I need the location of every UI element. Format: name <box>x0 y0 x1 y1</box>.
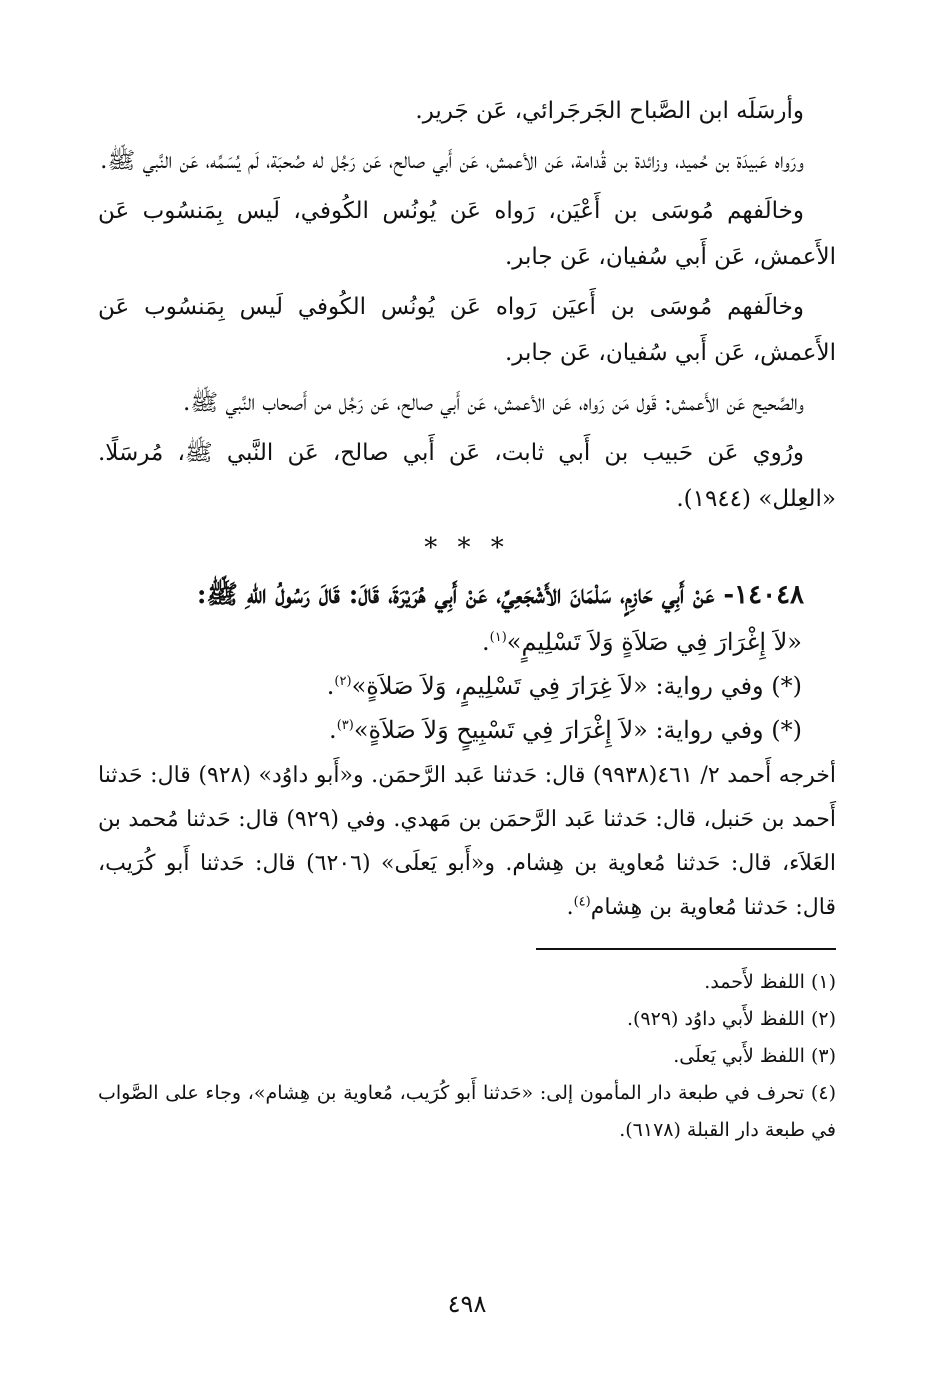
paragraph-khilaf-1: وخالَفهم مُوسَى بن أَعْيَن، رَواه عَن يُونُس الكُوفي، لَيس بِمَنسُوب عَن الأَعمش، عَن أَبي سُفيان، عَن جابر. <box>98 198 836 270</box>
page-number: ٤٩٨ <box>447 1290 487 1318</box>
matn-text: (*) وفي رواية: «لاَ غِرَارَ فِي تَسْلِيمٍ، وَلاَ صَلاَةٍ» <box>351 672 802 700</box>
matn-line-2 <box>98 664 836 708</box>
paragraph-irsal: وأرسَلَه ابن الصَّباح الجَرجَرائي، عَن جَرير. <box>415 98 804 124</box>
hadith-heading: ١٤٠٤٨- عَنْ أَبِي حَازِمٍ، سَلْمَانَ الأَشْجَعِيِّ، عَنْ أَبِي هُرَيْرَةَ، قَالَ: قَالَ رَسُولُ اللهِ ﷺ: <box>196 580 804 610</box>
footnote-ref: (٣) <box>336 718 354 733</box>
footnote-4: (٤) تحرف في طبعة دار المأمون إلى: «حَدثنا أَبو كُرَيب، مُعاوية بن هِشام»، وجاء على الصَّواب في طبعة دار القبلة (٦١٧٨). <box>98 1082 836 1141</box>
footnote-2: (٢) اللفظ لأَبي داوُد (٩٢٩). <box>626 1008 836 1030</box>
paragraph-riwaya-ubayda: ورَواه عَبيدَة بن حُميد، وزائدة بن قُدامة، عَن الأعمش، عَن أَبي صالح، عَن رَجُل له صُحبَة، لَم يُسَمِّه، عَن النَّبي ﷺ. <box>100 148 804 174</box>
footnote-1: (١) اللفظ لأَحمد. <box>704 971 836 993</box>
takhrij-text: أخرجه أَحمد ٢/ ٤٦١(٩٩٣٨) قال: حَدثنا عَبد الرَّحمَن. و«أَبو داوُد» (٩٢٨) قال: حَدثنا أَحمد بن حَنبل، قال: حَدثنا عَبد الرَّحمَن بن مَهدي. وفي (٩٢٩) قال: حَدثنا مُحمد بن العَلاَء، قال: حَدثنا مُعاوية بن هِشام. و«أَبو يَعلَى» (٦٢٠٦) قال: حَدثنا أَبو كُرَيب، قال: حَدثنا مُعاوية بن هِشام <box>98 763 836 920</box>
matn-end: . <box>482 628 490 656</box>
matn-text: «لاَ إِغْرَارَ فِي صَلاَةٍ وَلاَ تَسْلِيمٍ» <box>506 628 802 656</box>
matn-line-3 <box>98 708 836 752</box>
footnote-ref: (٢) <box>334 674 352 689</box>
page-body <box>98 88 836 1149</box>
paragraph-sahih: والصَّحيح عَن الأَعمش: قَول مَن رَواه، عَن الأعمش، عَن أَبي صالح، عَن رَجُل من أَصحاب النَّبي ﷺ. <box>183 390 804 416</box>
matn-end: . <box>326 672 335 700</box>
takhrij-end: . <box>566 895 574 920</box>
paragraph-mursal: ورُوي عَن حَبيب بن أَبي ثابت، عَن أَبي صالح، عَن النَّبي ﷺ، مُرسَلًا. «العِلل» (١٩٤٤). <box>98 440 836 512</box>
footnote-ref: (٤) <box>573 894 591 910</box>
matn-text: (*) وفي رواية: «لاَ إِغْرَارَ فِي تَسْبِيحٍ وَلاَ صَلاَةٍ» <box>353 716 802 744</box>
matn-line-1 <box>98 620 836 664</box>
footnote-3: (٣) اللفظ لأَبي يَعلَى. <box>673 1045 836 1067</box>
paragraph-khilaf-2: وخالَفهم مُوسَى بن أَعيَن رَواه عَن يُونُس الكُوفي لَيس بِمَنسُوب عَن الأَعمش، عَن أَبي سُفيان، عَن جابر. <box>98 294 836 366</box>
footnote-ref: (١) <box>489 630 507 645</box>
takhrij-paragraph <box>98 754 836 930</box>
matn-end: . <box>329 716 337 744</box>
footnote-divider <box>536 948 836 950</box>
section-separator: * * * <box>424 533 510 563</box>
